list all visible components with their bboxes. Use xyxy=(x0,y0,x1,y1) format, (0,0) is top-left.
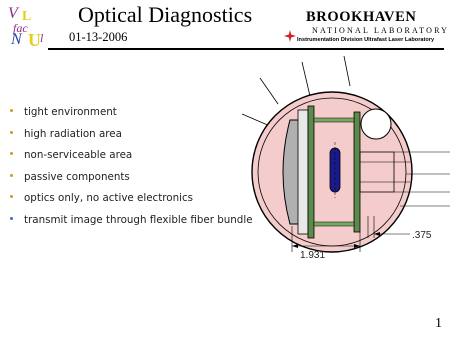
dimension-arrow xyxy=(292,244,298,248)
bullet-item xyxy=(10,106,253,128)
bullet-text: tight environment xyxy=(24,106,117,118)
svg-text:N: N xyxy=(11,31,22,48)
svg-text:U: U xyxy=(28,30,41,48)
leader-line xyxy=(344,56,350,86)
bullet-item xyxy=(10,214,253,236)
bullet-text: passive components xyxy=(24,170,130,183)
bullet-item xyxy=(10,128,253,150)
presentation-date: 01-13-2006 xyxy=(69,30,128,44)
frame-plate-left xyxy=(308,106,314,238)
frame-bar-top xyxy=(314,118,354,122)
page-number: 1 xyxy=(435,316,442,331)
institution-subtitle: NATIONAL LABORATORY xyxy=(312,26,450,35)
leader-line xyxy=(302,62,310,96)
bullet-dot-icon xyxy=(10,174,13,177)
header-divider xyxy=(48,48,444,50)
bullet-item xyxy=(10,171,253,193)
star-icon xyxy=(284,30,296,42)
facility-logo xyxy=(6,4,52,48)
frame-plate-right xyxy=(354,112,360,232)
svg-text:V: V xyxy=(8,5,18,22)
bullet-text: transmit image through flexible fiber bundle xyxy=(24,213,253,226)
svg-text:fac: fac xyxy=(13,21,28,35)
mount-hole xyxy=(361,109,391,139)
bullet-item xyxy=(10,149,253,171)
bullet-dot-icon xyxy=(10,195,13,198)
institution-division: Instrumentation Division Ultrafast Laser Laboratory xyxy=(297,37,435,43)
svg-text:L: L xyxy=(22,9,32,24)
frame-bar-bottom xyxy=(314,222,354,226)
bullet-dot-icon xyxy=(10,131,13,134)
leader-line xyxy=(260,78,278,104)
page-title: Optical Diagnostics xyxy=(78,2,253,27)
bullet-list xyxy=(10,106,253,235)
bullet-dot-icon xyxy=(10,217,13,220)
bullet-item xyxy=(10,192,253,214)
bullet-dot-icon xyxy=(10,152,13,155)
svg-text:l: l xyxy=(40,31,44,45)
leader-line xyxy=(242,114,270,126)
bullet-dot-icon xyxy=(10,109,13,112)
institution-name: BROOKHAVEN xyxy=(306,9,417,25)
lens-mount xyxy=(298,110,308,234)
bullet-text: non-serviceable area xyxy=(24,149,133,161)
dimension-label-right: .375 xyxy=(412,230,432,241)
dimension-label-left: 1.931 xyxy=(300,250,326,261)
optics-cross-section-drawing xyxy=(240,56,450,268)
bullet-text: optics only, no active electronics xyxy=(24,192,193,204)
bullet-text: high radiation area xyxy=(24,127,122,140)
